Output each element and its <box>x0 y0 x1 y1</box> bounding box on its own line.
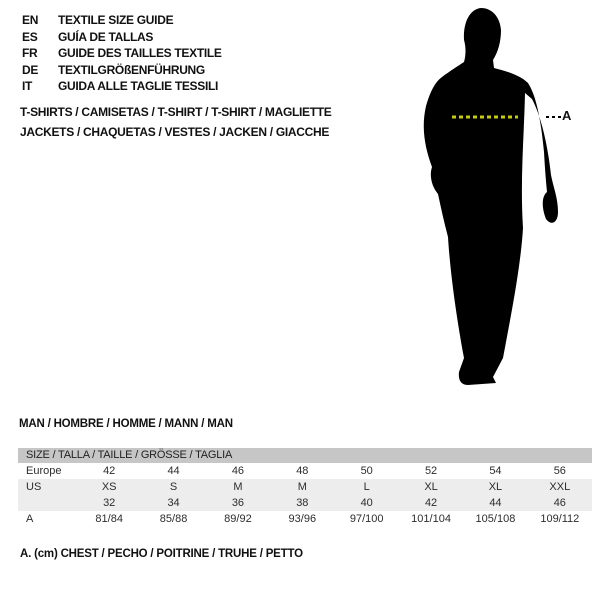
row-label: US <box>26 481 42 493</box>
language-label: TEXTILE SIZE GUIDE <box>58 13 174 28</box>
row-label: Europe <box>26 465 62 477</box>
row-label <box>18 495 77 511</box>
section-title-man: MAN / HOMBRE / HOMME / MANN / MAN <box>19 418 233 430</box>
man-silhouette <box>424 8 558 385</box>
language-code: EN <box>22 13 39 28</box>
size-cell: 101/104 <box>411 513 451 525</box>
table-row-uk <box>18 495 592 511</box>
language-label: GUÍA DE TALLAS <box>58 29 154 44</box>
size-cell: 93/96 <box>288 513 317 525</box>
size-cell: XL <box>488 481 503 493</box>
size-cell: 38 <box>296 497 309 509</box>
size-cell: S <box>169 481 178 493</box>
language-code: ES <box>22 29 38 44</box>
language-label: GUIDA ALLE TAGLIE TESSILI <box>58 79 219 94</box>
size-cell: 81/84 <box>95 513 123 525</box>
size-cell: 46 <box>553 497 566 509</box>
table-row-europe <box>18 463 592 479</box>
category-tshirts: T-SHIRTS / CAMISETAS / T-SHIRT / T-SHIRT / MAGLIETTE <box>20 105 332 119</box>
size-cell: 36 <box>231 497 245 509</box>
size-cell: 97/100 <box>349 513 384 525</box>
size-cell: 40 <box>360 497 373 509</box>
measure-label-a: A <box>562 108 572 123</box>
size-cell: 54 <box>489 465 502 477</box>
size-cell: L <box>363 481 370 493</box>
language-code: DE <box>22 62 39 77</box>
table-row-chest-a <box>18 511 592 527</box>
size-cell: 42 <box>424 497 438 509</box>
size-cell: 85/88 <box>159 513 188 525</box>
size-cell: 105/108 <box>475 513 516 525</box>
size-table-header: SIZE / TALLA / TAILLE / GRÖSSE / TAGLIA <box>18 448 592 463</box>
category-jackets: JACKETS / CHAQUETAS / VESTES / JACKEN / GIACCHE <box>20 125 330 139</box>
language-code: IT <box>22 79 33 94</box>
language-label: TEXTILGRÖßENFÜHRUNG <box>58 62 205 77</box>
size-cell: 56 <box>553 465 566 477</box>
size-cell: 46 <box>231 465 245 477</box>
measurement-footnote: A. (cm) CHEST / PECHO / POITRINE / TRUHE / PETTO <box>20 548 303 560</box>
size-cell: 42 <box>103 465 116 477</box>
size-cell: 48 <box>296 465 309 477</box>
size-cell: 44 <box>167 465 180 477</box>
size-cell: M <box>233 481 243 493</box>
size-cell: 44 <box>489 497 502 509</box>
size-cell: M <box>297 481 307 493</box>
size-cell: 32 <box>103 497 116 509</box>
size-cell: 89/92 <box>224 513 252 525</box>
size-cell: 52 <box>424 465 438 477</box>
row-label: A <box>26 513 34 525</box>
size-cell: 109/112 <box>540 513 580 525</box>
language-code: FR <box>22 46 38 61</box>
size-cell: 50 <box>360 465 373 477</box>
size-cell: 34 <box>167 497 180 509</box>
size-cell: XL <box>424 481 438 493</box>
size-cell: XXL <box>549 481 571 493</box>
size-table <box>18 448 592 527</box>
size-cell: XS <box>101 481 117 493</box>
table-row-us <box>18 479 592 495</box>
language-label: GUIDE DES TAILLES TEXTILE <box>58 46 222 61</box>
